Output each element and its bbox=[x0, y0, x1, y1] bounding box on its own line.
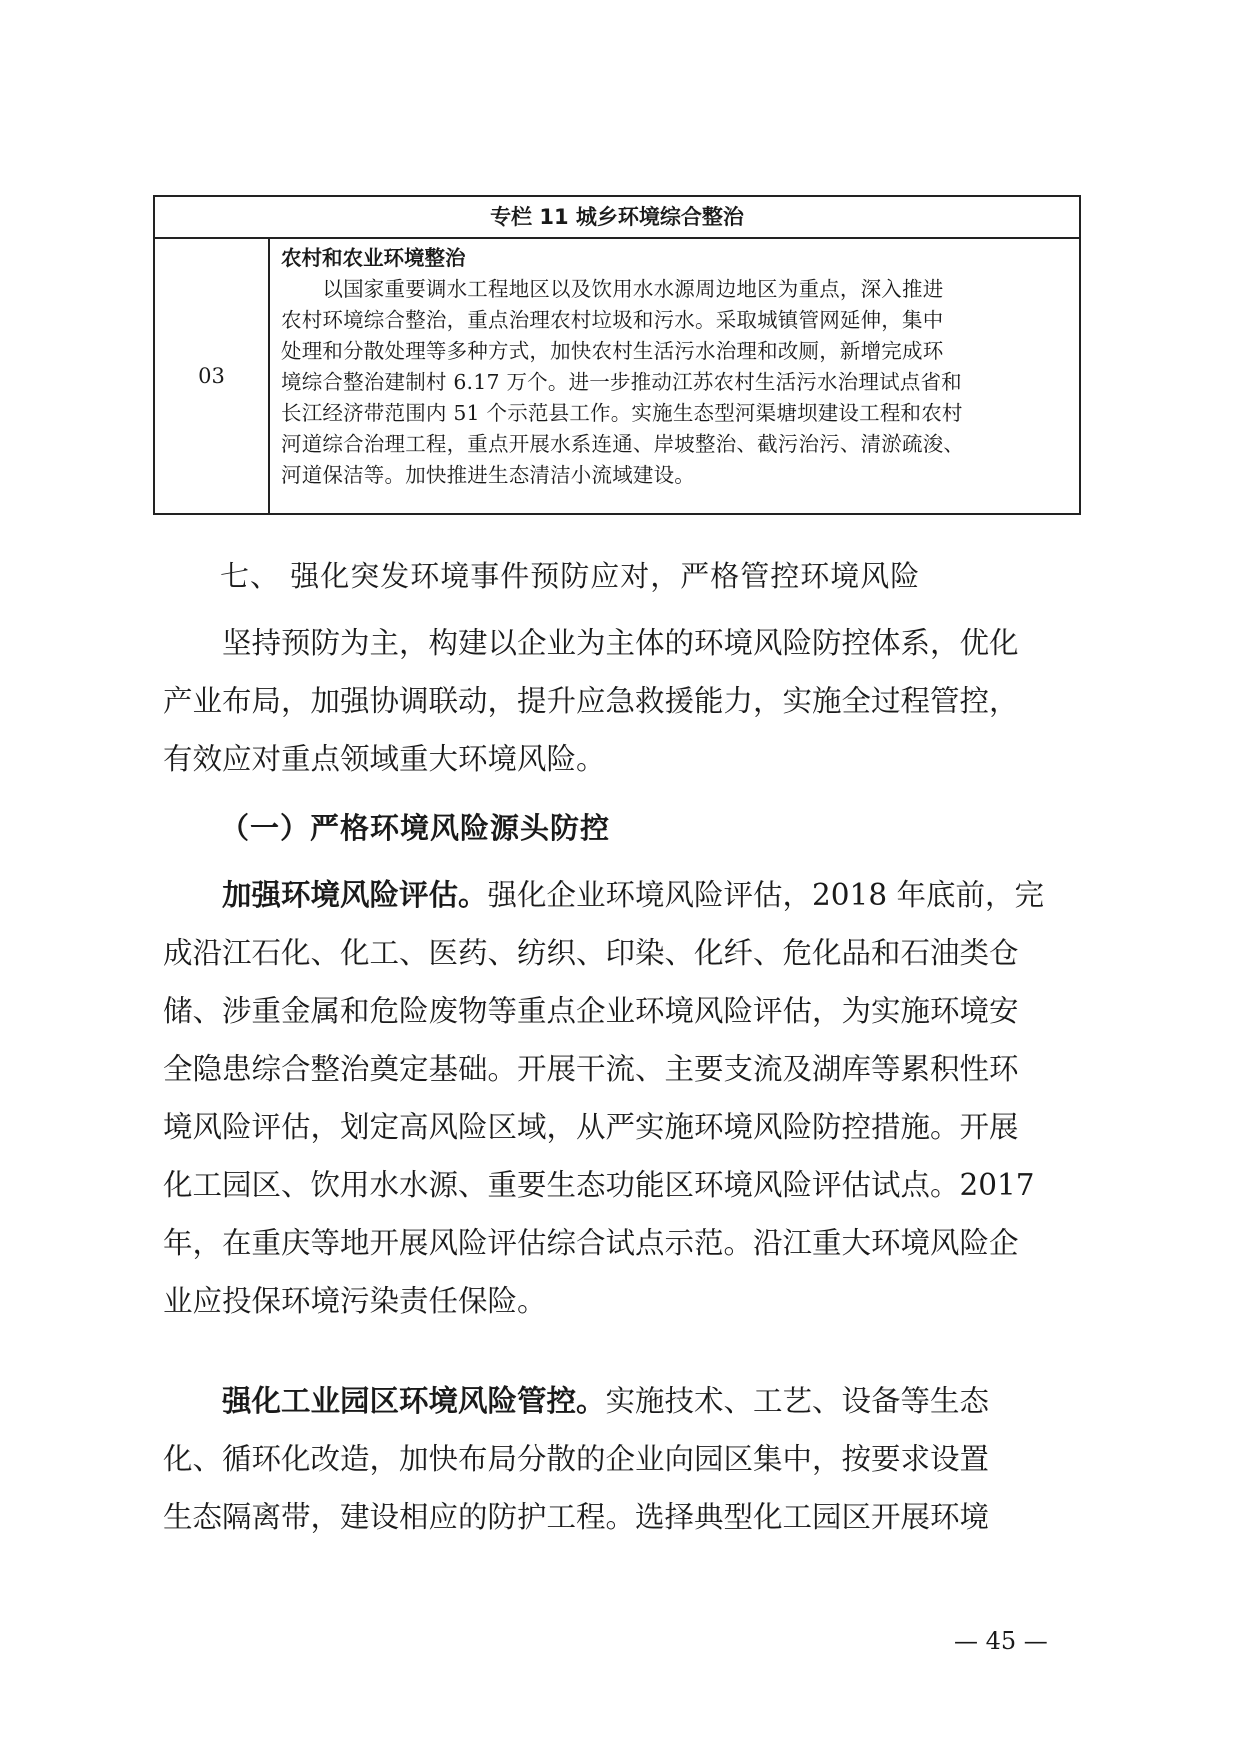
paragraph-line: 年，在重庆等地开展风险评估综合试点示范。沿江重大环境风险企 bbox=[163, 1226, 1019, 1260]
paragraph-line: 境风险评估，划定高风险区域，从严实施环境风险防控措施。开展 bbox=[163, 1110, 1019, 1144]
paragraph-line: 生态隔离带，建设相应的防护工程。选择典型化工园区开展环境 bbox=[163, 1500, 990, 1534]
page-number: — 45 — bbox=[954, 1627, 1048, 1655]
paragraph-line bbox=[163, 866, 1078, 924]
paragraph-line: 全隐患综合整治奠定基础。开展干流、主要支流及湖库等累积性环 bbox=[163, 1052, 1019, 1086]
paragraph-line: 化工园区、饮用水水源、重要生态功能区环境风险评估试点。2017 bbox=[163, 1168, 1035, 1202]
column-line: 以国家重要调水工程地区以及饮用水水源周边地区为重点，深入推进 bbox=[281, 277, 944, 301]
column-title: 专栏 11 城乡环境综合整治 bbox=[155, 197, 1079, 239]
paragraph-line: 成沿江石化、化工、医药、纺织、印染、化纤、危化品和石油类仓 bbox=[163, 936, 1019, 970]
column-line: 河道保洁等。加快推进生态清洁小流域建设。 bbox=[281, 463, 695, 487]
column-box bbox=[153, 195, 1081, 515]
column-body bbox=[281, 243, 1071, 491]
paragraph-text: 实施技术、工艺、设备等生态 bbox=[605, 1384, 990, 1418]
column-line: 河道综合治理工程，重点开展水系连通、岸坡整治、截污治污、清淤疏浚、 bbox=[281, 432, 965, 456]
industrial-park-paragraph bbox=[163, 1372, 1078, 1546]
column-item-number: 03 bbox=[155, 239, 270, 513]
paragraph-line bbox=[163, 1372, 1078, 1430]
paragraph-line: 产业布局，加强协调联动，提升应急救援能力，实施全过程管控， bbox=[163, 684, 1019, 718]
risk-assessment-paragraph bbox=[163, 866, 1078, 1330]
column-line: 境综合整治建制村 6.17 万个。进一步推动江苏农村生活污水治理试点省和 bbox=[281, 370, 962, 394]
paragraph-lead: 加强环境风险评估。 bbox=[163, 878, 488, 912]
column-line: 处理和分散处理等多种方式，加快农村生活污水治理和改厕，新增完成环 bbox=[281, 339, 944, 363]
subsection-heading: （一）严格环境风险源头防控 bbox=[220, 811, 611, 845]
column-subtitle: 农村和农业环境整治 bbox=[281, 246, 466, 270]
paragraph-line: 储、涉重金属和危险废物等重点企业环境风险评估，为实施环境安 bbox=[163, 994, 1019, 1028]
paragraph-line: 有效应对重点领域重大环境风险。 bbox=[163, 742, 606, 776]
paragraph-line: 化、循环化改造，加快布局分散的企业向园区集中，按要求设置 bbox=[163, 1442, 990, 1476]
paragraph-line: 坚持预防为主，构建以企业为主体的环境风险防控体系，优化 bbox=[163, 626, 1019, 660]
column-line: 长江经济带范围内 51 个示范县工作。实施生态型河渠塘坝建设工程和农村 bbox=[281, 401, 963, 425]
paragraph-line: 业应投保环境污染责任保险。 bbox=[163, 1284, 547, 1318]
paragraph-text: 强化企业环境风险评估，2018 年底前，完 bbox=[487, 878, 1044, 912]
intro-paragraph bbox=[163, 614, 1078, 788]
section-heading: 七、 强化突发环境事件预防应对，严格管控环境风险 bbox=[220, 559, 921, 593]
paragraph-lead: 强化工业园区环境风险管控。 bbox=[163, 1384, 606, 1418]
column-line: 农村环境综合整治，重点治理农村垃圾和污水。采取城镇管网延伸，集中 bbox=[281, 308, 944, 332]
